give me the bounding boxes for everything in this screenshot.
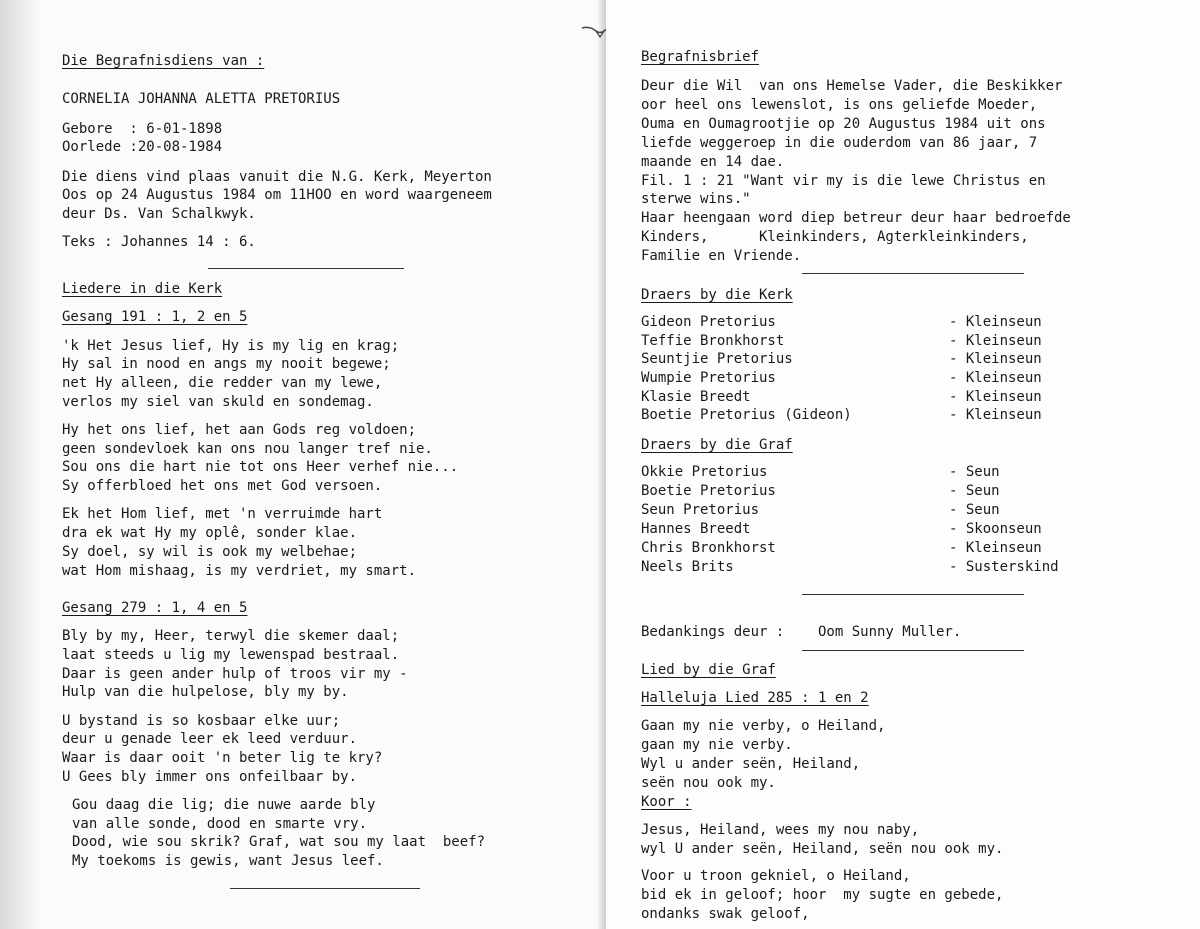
- verse-line: laat steeds u lig my lewenspad bestraal.: [62, 647, 400, 663]
- bearer-name: Boetie Pretorius (Gideon): [641, 407, 852, 423]
- letter-line: Fil. 1 : 21 "Want vir my is die lewe Christus en: [641, 173, 1046, 189]
- bearer-relation: - Seun: [949, 464, 1000, 480]
- thanks-name: Oom Sunny Muller.: [818, 624, 962, 640]
- letter-line: maande en 14 dae.: [641, 154, 785, 170]
- verse-line: verlos my siel van skuld en sondemag.: [62, 394, 374, 410]
- birth-date: Gebore : 6-01-1898: [62, 121, 223, 137]
- bearer-relation: - Kleinseun: [949, 389, 1042, 405]
- divider: [230, 888, 420, 889]
- verse-line: deur u genade leer ek leed verduur.: [62, 731, 358, 747]
- divider: [802, 273, 1024, 274]
- bearer-name: Okkie Pretorius: [641, 464, 768, 480]
- verse-line: Daar is geen ander hulp of troos vir my -: [62, 666, 408, 682]
- grave-song-heading: Lied by die Graf: [641, 662, 776, 678]
- verse-line: Hulp van die hulpelose, bly my by.: [62, 684, 349, 700]
- death-date: Oorlede :20-08-1984: [62, 139, 223, 155]
- deceased-name: CORNELIA JOHANNA ALETTA PRETORIUS: [62, 91, 341, 107]
- bearer-name: Neels Brits: [641, 559, 734, 575]
- bearer-name: Teffie Bronkhorst: [641, 333, 785, 349]
- verse-line: Voor u troon gekniel, o Heiland,: [641, 868, 911, 884]
- bearers-church-heading: Draers by die Kerk: [641, 287, 793, 303]
- verse-line: Bly by my, Heer, terwyl die skemer daal;: [62, 628, 400, 644]
- verse-line: Sy doel, sy wil is ook my welbehae;: [62, 544, 358, 560]
- bearer-relation: - Kleinseun: [949, 333, 1042, 349]
- verse-line: geen sondevloek kan ons nou langer tref nie.: [62, 441, 433, 457]
- verse-line: Sy offerbloed het ons met God versoen.: [62, 478, 383, 494]
- verse-line: Waar is daar ooit 'n beter lig te kry?: [62, 750, 383, 766]
- bearer-name: Gideon Pretorius: [641, 314, 776, 330]
- letter-line: Haar heengaan word diep betreur deur haar bedroefde: [641, 210, 1071, 226]
- divider: [802, 650, 1024, 651]
- bearers-grave-heading: Draers by die Graf: [641, 437, 793, 453]
- verse-line: 'k Het Jesus lief, Hy is my lig en krag;: [62, 338, 400, 354]
- bearer-name: Wumpie Pretorius: [641, 370, 776, 386]
- verse-line: My toekoms is gewis, want Jesus leef.: [72, 853, 384, 869]
- service-line: Oos op 24 Augustus 1984 om 11HOO en word waargeneem: [62, 187, 492, 203]
- service-line: Die diens vind plaas vanuit die N.G. Kerk, Meyerton: [62, 169, 492, 185]
- bearer-relation: - Kleinseun: [949, 540, 1042, 556]
- verse-line: Gaan my nie verby, o Heiland,: [641, 718, 886, 734]
- verse-line: Hy het ons lief, het aan Gods reg voldoen;: [62, 422, 417, 438]
- bearer-relation: - Seun: [949, 483, 1000, 499]
- verse-line: Sou ons die hart nie tot ons Heer verhef nie...: [62, 459, 459, 475]
- verse-line: van alle sonde, dood en smarte vry.: [72, 816, 368, 832]
- verse-line: Gou daag die lig; die nuwe aarde bly: [72, 797, 376, 813]
- bearer-relation: - Kleinseun: [949, 314, 1042, 330]
- letter-line: Familie en Vriende.: [641, 248, 802, 264]
- letter-line: sterwe wins.": [641, 191, 751, 207]
- bearer-relation: - Skoonseun: [949, 521, 1042, 537]
- verse-line: U bystand is so kosbaar elke uur;: [62, 713, 341, 729]
- right-page: [606, 0, 1200, 929]
- grave-song-title: Halleluja Lied 285 : 1 en 2: [641, 690, 869, 706]
- letter-heading: Begrafnisbrief: [641, 49, 760, 65]
- verse-line: ondanks swak geloof,: [641, 906, 810, 922]
- chorus-line: wyl U ander seën, Heiland, seën nou ook my.: [641, 841, 1004, 857]
- bearer-name: Chris Bronkhorst: [641, 540, 776, 556]
- service-line: deur Ds. Van Schalkwyk.: [62, 206, 256, 222]
- letter-line: Kinders, Kleinkinders, Agterkleinkinders,: [641, 229, 1029, 245]
- verse-line: bid ek in geloof; hoor my sugte en gebede,: [641, 887, 1004, 903]
- bearer-name: Hannes Breedt: [641, 521, 751, 537]
- bearer-relation: - Kleinseun: [949, 407, 1042, 423]
- letter-line: liefde weggeroep in die ouderdom van 86 jaar, 7: [641, 135, 1038, 151]
- letter-line: oor heel ons lewenslot, is ons geliefde Moeder,: [641, 97, 1038, 113]
- verse-line: Dood, wie sou skrik? Graf, wat sou my laat beef?: [72, 834, 486, 850]
- verse-line: Wyl u ander seën, Heiland,: [641, 756, 861, 772]
- chorus-label: Koor :: [641, 794, 692, 810]
- verse-line: seën nou ook my.: [641, 775, 776, 791]
- verse-line: Ek het Hom lief, met 'n verruimde hart: [62, 506, 383, 522]
- bearer-name: Klasie Breedt: [641, 389, 751, 405]
- letter-line: Ouma en Oumagrootjie op 20 Augustus 1984 uit ons: [641, 116, 1046, 132]
- page-shadow: [0, 0, 40, 929]
- verse-line: gaan my nie verby.: [641, 737, 793, 753]
- bearer-relation: - Kleinseun: [949, 370, 1042, 386]
- scripture-text: Teks : Johannes 14 : 6.: [62, 234, 256, 250]
- bearer-relation: - Susterskind: [949, 559, 1059, 575]
- bearer-name: Seuntjie Pretorius: [641, 351, 793, 367]
- hymn-title: Gesang 191 : 1, 2 en 5: [62, 309, 248, 325]
- verse-line: wat Hom mishaag, is my verdriet, my smart.: [62, 563, 417, 579]
- bearer-relation: - Seun: [949, 502, 1000, 518]
- verse-line: net Hy alleen, die redder van my lewe,: [62, 375, 383, 391]
- thanks-label: Bedankings deur :: [641, 624, 785, 640]
- letter-line: Deur die Wil van ons Hemelse Vader, die Beskikker: [641, 78, 1063, 94]
- bearer-name: Seun Pretorius: [641, 502, 760, 518]
- verse-line: U Gees bly immer ons onfeilbaar by.: [62, 769, 358, 785]
- divider: [802, 594, 1024, 595]
- verse-line: dra ek wat Hy my oplê, sonder klae.: [62, 525, 358, 541]
- bearer-relation: - Kleinseun: [949, 351, 1042, 367]
- hymn-title: Gesang 279 : 1, 4 en 5: [62, 600, 248, 616]
- verse-line: Hy sal in nood en angs my nooit begewe;: [62, 356, 391, 372]
- songs-heading: Liedere in die Kerk: [62, 281, 223, 297]
- divider: [208, 268, 404, 269]
- service-heading: Die Begrafnisdiens van :: [62, 53, 265, 69]
- bearer-name: Boetie Pretorius: [641, 483, 776, 499]
- chorus-line: Jesus, Heiland, wees my nou naby,: [641, 822, 920, 838]
